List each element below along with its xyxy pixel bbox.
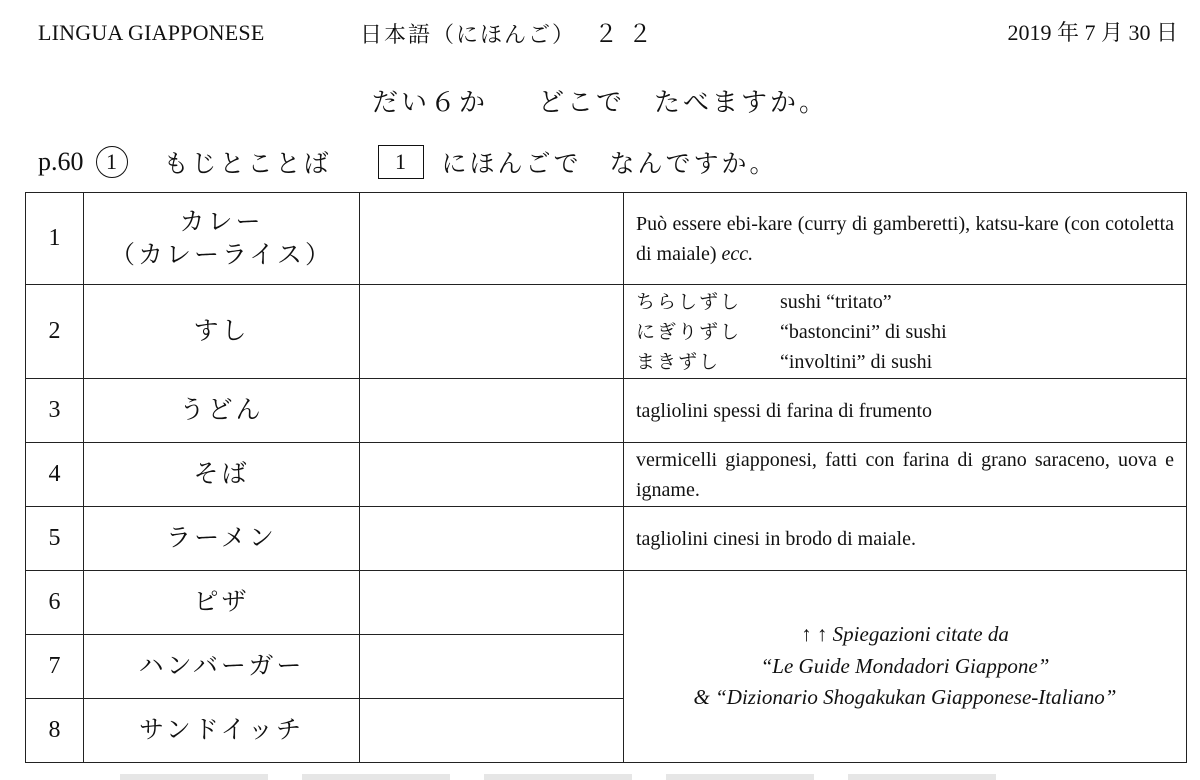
variant-kana: にぎりずし bbox=[636, 320, 742, 343]
description: vermicelli giapponesi, fatti con farina di grano saraceno, uova e igname. bbox=[636, 448, 1174, 501]
table-row bbox=[26, 507, 1187, 571]
lesson-chapter: だい６か bbox=[371, 88, 488, 118]
word: サンドイッチ bbox=[84, 699, 360, 763]
description bbox=[636, 209, 1174, 269]
row-number: 2 bbox=[26, 285, 84, 379]
word: ハンバーガー bbox=[84, 635, 360, 699]
variant-kana: まきずし bbox=[636, 350, 721, 373]
row-number: 3 bbox=[26, 379, 84, 443]
question-text: にほんごで なんですか。 bbox=[441, 149, 778, 178]
cut-off-box bbox=[848, 774, 996, 780]
answer-blank[interactable] bbox=[360, 507, 624, 571]
lesson-topic: どこで たべますか。 bbox=[538, 88, 829, 118]
word-alternative: （カレーライス） bbox=[109, 239, 333, 269]
table-row bbox=[26, 379, 1187, 443]
answer-blank[interactable] bbox=[360, 635, 624, 699]
description-italic: ecc. bbox=[721, 242, 754, 265]
cut-off-box bbox=[666, 774, 814, 780]
citation-line: “Le Guide Mondadori Giappone” bbox=[760, 653, 1050, 678]
row-number: 5 bbox=[26, 507, 84, 571]
answer-blank[interactable] bbox=[360, 379, 624, 443]
description: tagliolini spessi di farina di frumento bbox=[624, 379, 1187, 443]
exercise-header bbox=[38, 142, 778, 182]
answer-blank[interactable] bbox=[360, 285, 624, 379]
word: すし bbox=[84, 285, 360, 379]
table-row bbox=[26, 193, 1187, 285]
row-number: 8 bbox=[26, 699, 84, 763]
description-cell bbox=[624, 285, 1187, 379]
word: そば bbox=[84, 443, 360, 507]
exercise-title: もじとことば bbox=[163, 149, 332, 178]
answer-blank[interactable] bbox=[360, 571, 624, 635]
row-number: 4 bbox=[26, 443, 84, 507]
row-number: 6 bbox=[26, 571, 84, 635]
citation-line: & “Dizionario Shogakukan Giapponese-Italiano” bbox=[693, 685, 1117, 710]
table-row bbox=[26, 571, 1187, 635]
row-number: 7 bbox=[26, 635, 84, 699]
exercise-number-circle: 1 bbox=[96, 146, 128, 178]
description-cell bbox=[624, 443, 1187, 507]
description: tagliolini cinesi in brodo di maiale. bbox=[624, 507, 1187, 571]
sushi-variant bbox=[636, 347, 1174, 377]
sushi-variant bbox=[636, 317, 1174, 347]
vocabulary-table bbox=[25, 192, 1187, 763]
description-text: Può essere ebi-kare (curry di gamberetti), katsu-kare (con cotoletta di maiale) bbox=[636, 212, 1174, 265]
japanese-course-title bbox=[360, 22, 662, 47]
citation-note bbox=[624, 571, 1187, 763]
question-number-box: 1 bbox=[378, 145, 424, 179]
answer-blank[interactable] bbox=[360, 193, 624, 285]
row-number: 1 bbox=[26, 193, 84, 285]
lesson-title bbox=[0, 82, 1200, 119]
cut-off-box bbox=[120, 774, 268, 780]
word: カレー bbox=[179, 207, 264, 236]
answer-blank[interactable] bbox=[360, 699, 624, 763]
date: 2019 年 7 月 30 日 bbox=[1007, 20, 1178, 45]
variant-meaning: sushi “tritato” bbox=[780, 290, 892, 313]
word: ピザ bbox=[84, 571, 360, 635]
jp-title: 日本語（にほんご） bbox=[360, 23, 577, 48]
cut-off-box bbox=[484, 774, 632, 780]
word-cell bbox=[84, 193, 360, 285]
word: うどん bbox=[84, 379, 360, 443]
variant-kana: ちらしずし bbox=[636, 290, 742, 313]
lesson-number: ２２ bbox=[594, 20, 663, 48]
answer-blank[interactable] bbox=[360, 443, 624, 507]
variant-meaning: “bastoncini” di sushi bbox=[780, 320, 947, 343]
variant-meaning: “involtini” di sushi bbox=[780, 350, 933, 373]
table-row bbox=[26, 285, 1187, 379]
cut-off-box bbox=[302, 774, 450, 780]
sushi-variant bbox=[636, 287, 1174, 317]
description-cell bbox=[624, 193, 1187, 285]
table-row bbox=[26, 443, 1187, 507]
page-number: p.60 bbox=[38, 147, 84, 176]
course-name: LINGUA GIAPPONESE bbox=[38, 20, 265, 45]
citation-line: ↑ ↑ Spiegazioni citate da bbox=[801, 622, 1009, 647]
word: ラーメン bbox=[84, 507, 360, 571]
